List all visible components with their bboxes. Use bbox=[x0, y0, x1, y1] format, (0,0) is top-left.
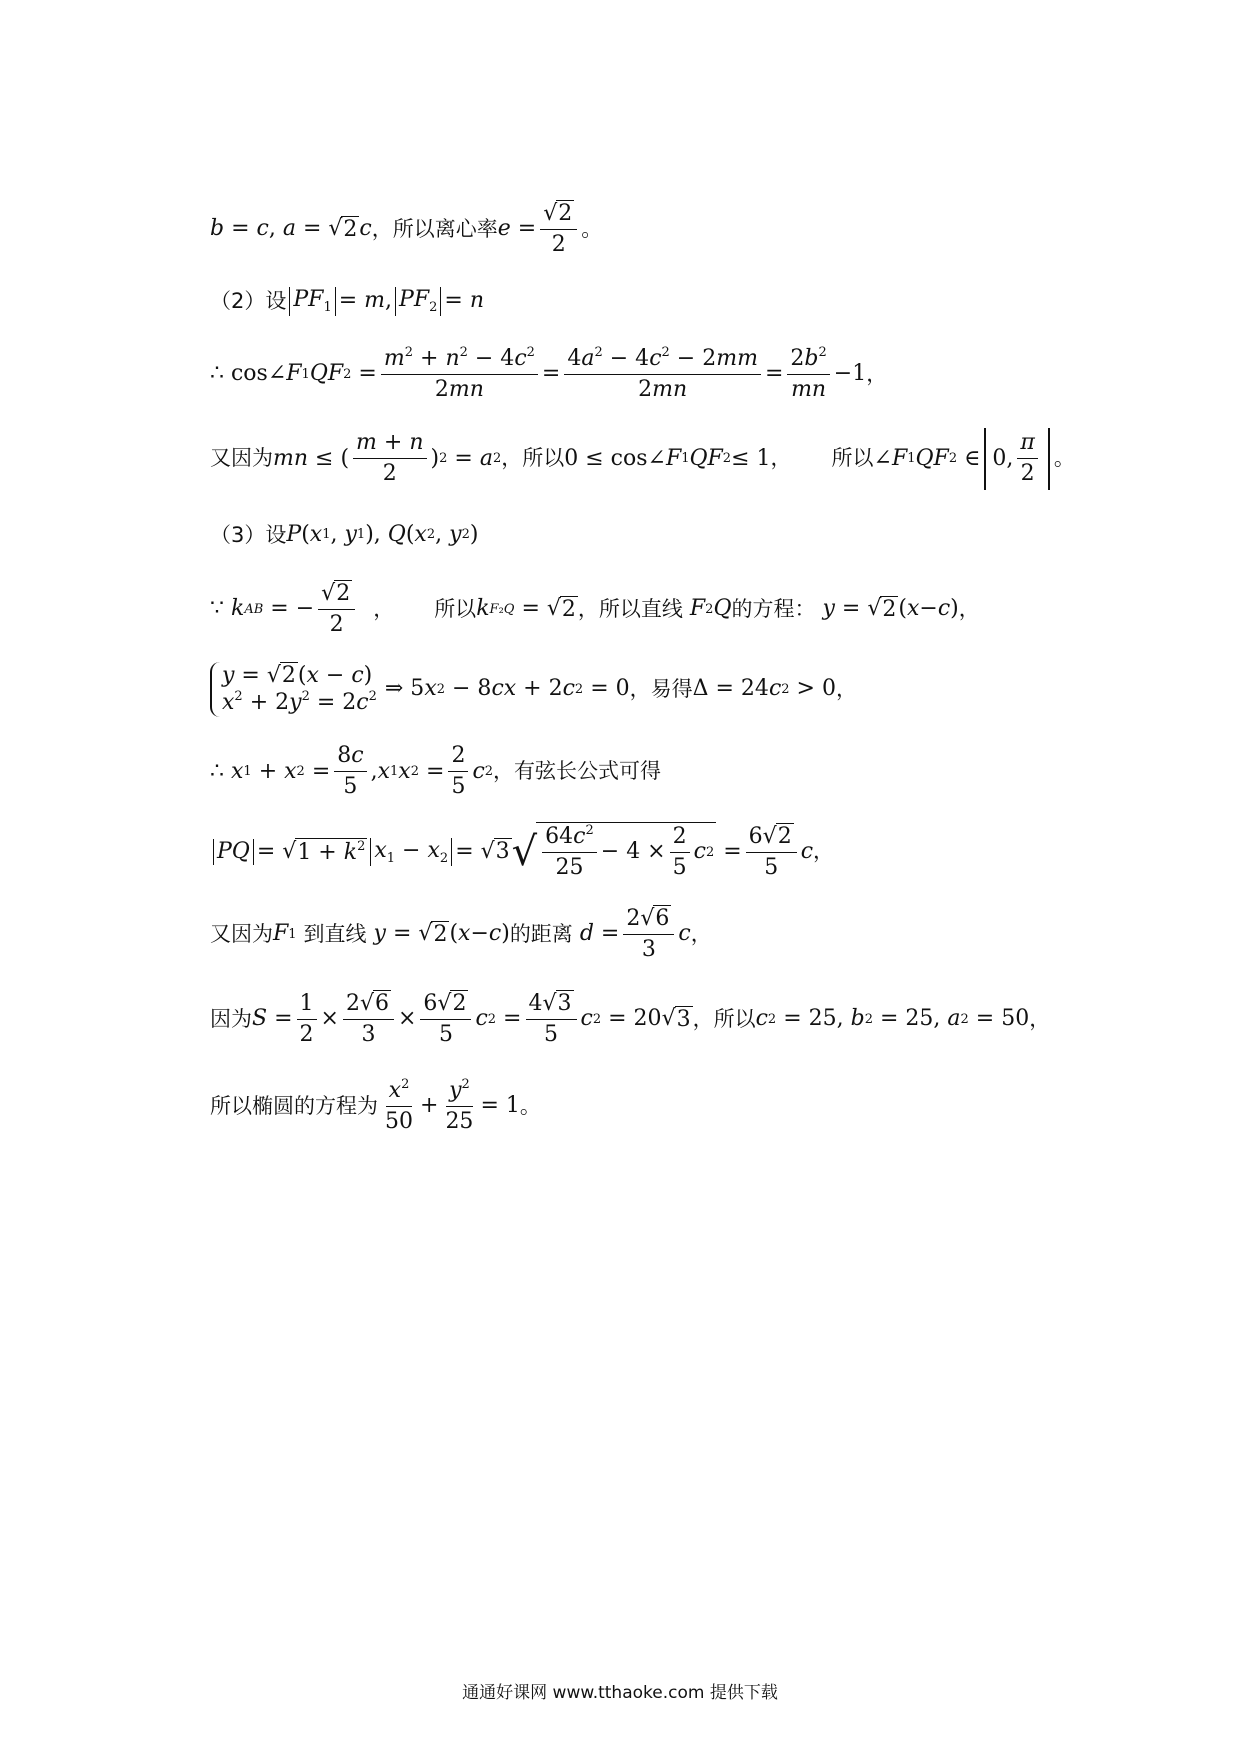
line-10-text-a: 又因为 bbox=[210, 921, 273, 946]
line-4-text-d: 所以 bbox=[831, 446, 874, 471]
line-4-text-a: 又因为 bbox=[210, 446, 273, 471]
line-11: 因为 S = $\frac{1}{2}$ × $\frac{2√6}{3}$ × $\frac{6√2}{5}$ c 2 = $\frac{4√3}{5}$ c 2 = 20 √ 3 ，所以 c 2 = 25, b 2 = 25, a 2 = 50 ， bbox=[210, 990, 1051, 1048]
line-3-text: ， bbox=[866, 361, 888, 386]
line-12: 所以椭圆的方程为 $\frac{x^2}{50}$ + $\frac{y^2}{25}$ = 1 。 bbox=[210, 1077, 541, 1135]
line-12-text-a: 所以椭圆的方程为 bbox=[210, 1093, 378, 1118]
line-4-text-b: ，所以 bbox=[501, 446, 565, 471]
line-12-text-b: 。 bbox=[519, 1093, 541, 1118]
line-11-text-b: ，所以 bbox=[692, 1006, 756, 1031]
line-6-text-a: ， bbox=[373, 596, 395, 621]
line-10-text-d: ， bbox=[690, 921, 712, 946]
line-8: ∴ x 1 + x 2 = $\frac{8c}{5}$ , x 1 x 2 = $\frac{2}{5}$ c 2 ，有弦长公式可得 bbox=[210, 743, 662, 800]
line-11-text-c: ， bbox=[1029, 1006, 1051, 1031]
line-7-text-b: ， bbox=[835, 676, 857, 701]
line-1-text-a: ，所以离心率 bbox=[371, 216, 498, 241]
line-6-text-c: ，所以直线 bbox=[577, 596, 683, 621]
line-6-text-d: 的方程： bbox=[731, 596, 816, 621]
line-11-text-a: 因为 bbox=[210, 1006, 252, 1031]
line-1-text-b: 。 bbox=[581, 216, 603, 241]
line-2: （2）设 $PF_1$ = m , $PF_2$ = n bbox=[210, 287, 485, 315]
line-6-text-b: 所以 bbox=[434, 596, 477, 621]
line-1: b = c , a = √ 2 c ，所以离心率 e = $\frac{√2}{2}$ 。 bbox=[210, 201, 603, 258]
line-6-text-e: ， bbox=[958, 596, 980, 621]
line-7: y = √2(x − c) $x^2 + 2y^2 = 2c^2$ ⇒ 5 x 2 − 8 cx + 2 c 2 = 0 ，易得 Δ = 24 c 2 > 0 ， bbox=[210, 662, 857, 717]
line-4-text-e: 。 bbox=[1053, 446, 1075, 471]
line-4-text-c: ， bbox=[770, 446, 792, 471]
line-5: （3）设 P ( x 1 , y 1 ), Q ( x 2 , y 2 ) bbox=[210, 522, 479, 547]
line-10: 又因为 F 1 到直线 y = √ 2 ( x − c ) 的距离 d = $\frac{2√6}{3}$ c ， bbox=[210, 906, 712, 963]
line-6: ∵ k AB = − $\frac{√2}{2}$ ， 所以 k F₂Q = √ 2 ，所以直线 F 2 Q 的方程： y = √ 2 ( x − c ) ， bbox=[210, 581, 980, 638]
line-9-text: ， bbox=[813, 839, 835, 864]
line-2-text: （2）设 bbox=[210, 288, 287, 313]
line-10-text-c: 的距离 bbox=[509, 921, 573, 946]
footer-text: 通通好课网 www.tthaoke.com 提供下载 bbox=[462, 1683, 778, 1703]
line-7-text-a: ，易得 bbox=[629, 676, 693, 701]
line-10-text-b: 到直线 bbox=[303, 921, 367, 946]
line-3: ∴ cos∠ F 1 QF 2 = $\frac{m^2 + n^2 - 4c^2}{2mn}$ = $\frac{4a^2 - 4c^2 - 2mm}{2mn}$ = $\frac{2b^2}{mn}$ −1 ， bbox=[210, 345, 888, 403]
line-4: 又因为 mn ≤ ( $\frac{m + n}{2}$ ) 2 = a 2 ，所以 0 ≤ cos∠ F 1 QF 2 ≤ 1 ， 所以 ∠ F 1 QF 2 ∈ 0, $\frac{\pi}{2}$ 。 bbox=[210, 428, 1075, 490]
line-8-text: ，有弦长公式可得 bbox=[493, 759, 662, 784]
line-5-text: （3）设 bbox=[210, 522, 287, 547]
line-9: PQ = √ $1 + k^2$ $x_1 - x_2$ = √ 3 √ $\frac{64c^2}{25}$ − 4 × $\frac{2}{5}$ c 2 = $\frac{6√2}{5}$ c ， bbox=[210, 822, 834, 882]
